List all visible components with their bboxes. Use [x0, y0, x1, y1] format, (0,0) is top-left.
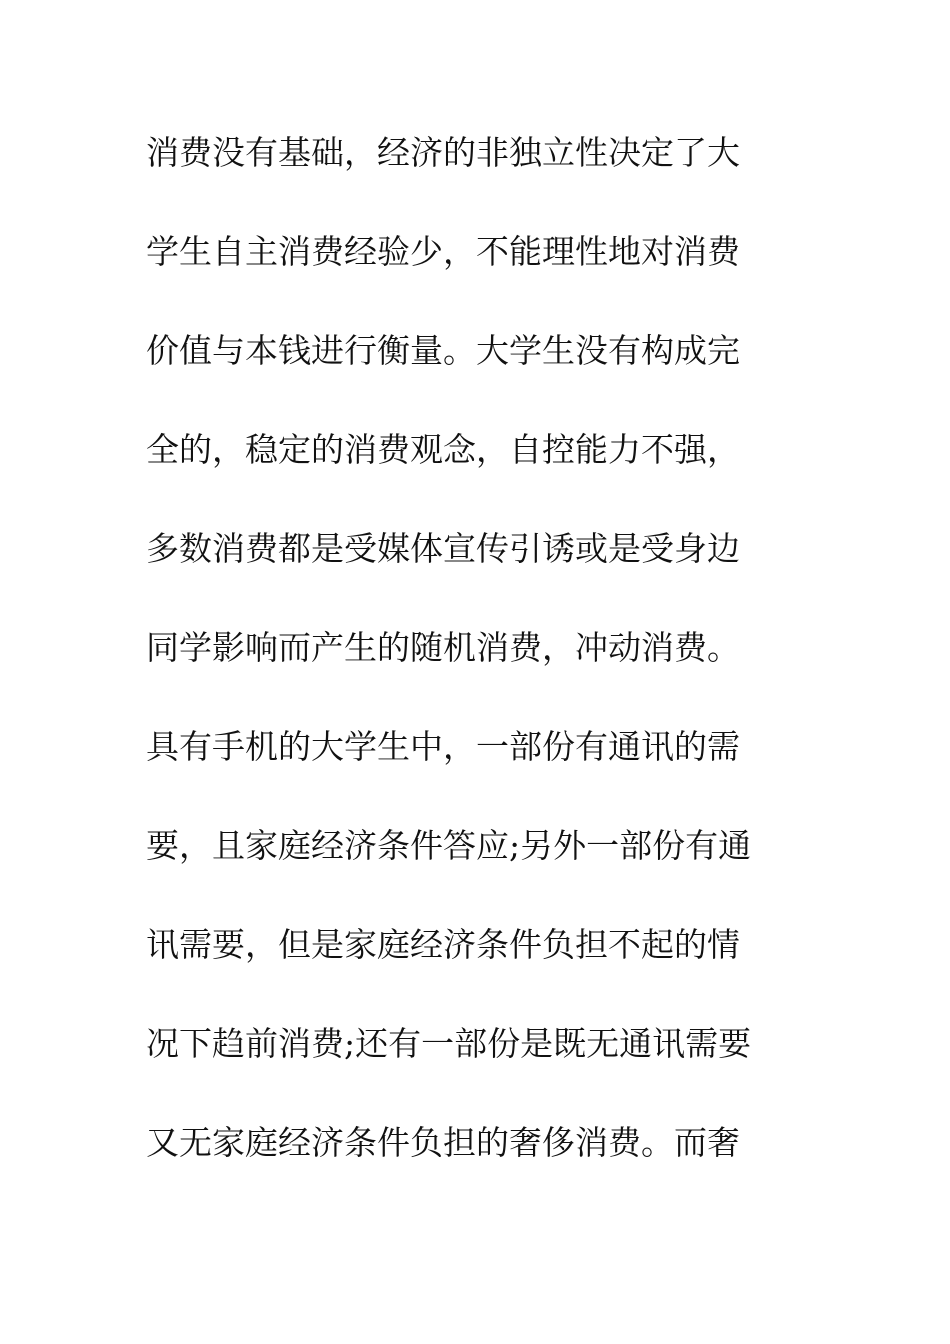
text-line-3: 价值与本钱进行衡量。大学生没有构成完 [146, 331, 740, 370]
body-text [146, 122, 826, 1211]
text-line-9: 讯需要，但是家庭经济条件负担不起的情 [146, 925, 740, 964]
text-line-4: 全的，稳定的消费观念，自控能力不强， [146, 430, 740, 469]
text-line-8: 要，且家庭经济条件答应;另外一部份有通 [146, 826, 752, 865]
text-line-6: 同学影响而产生的随机消费，冲动消费。 [146, 628, 740, 667]
text-line-2: 学生自主消费经验少，不能理性地对消费 [146, 232, 740, 271]
text-line-7: 具有手机的大学生中，一部份有通讯的需 [146, 727, 740, 766]
text-line-1: 消费没有基础，经济的非独立性决定了大 [146, 133, 740, 172]
text-line-5: 多数消费都是受媒体宣传引诱或是受身边 [146, 529, 740, 568]
text-line-11: 又无家庭经济条件负担的奢侈消费。而奢 [146, 1123, 740, 1162]
text-line-10: 况下趋前消费;还有一部份是既无通讯需要 [146, 1024, 752, 1063]
